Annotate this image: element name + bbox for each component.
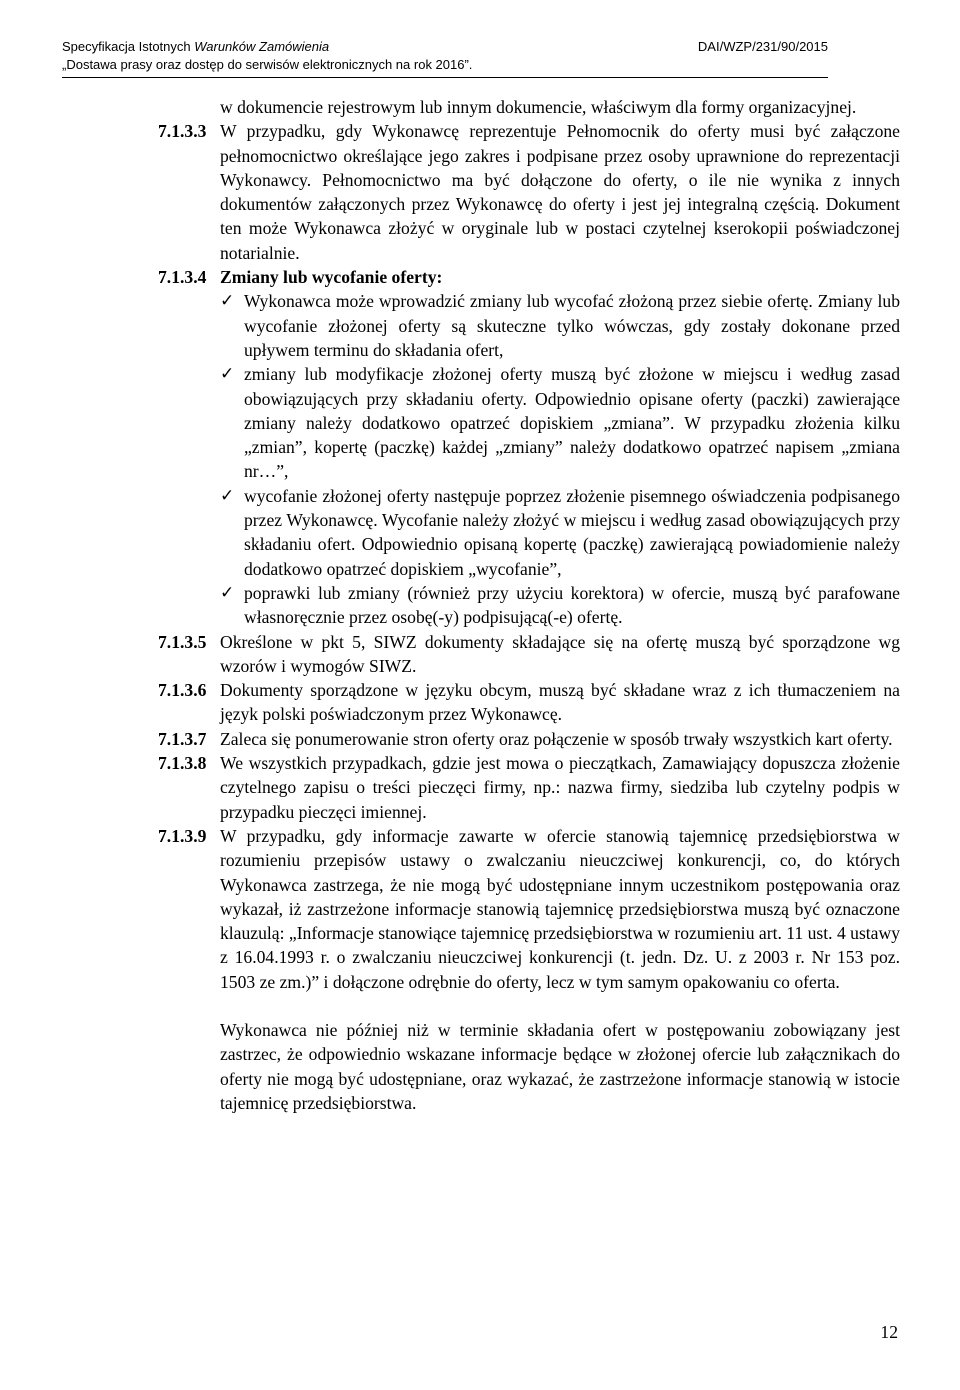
header-document-title: Specyfikacja Istotnych Warunków Zamówienia [62,39,330,54]
spacer [220,994,900,1018]
section-7-1-3-9 [158,824,900,994]
section-7-1-3-3 [158,119,900,265]
continuation-paragraph: w dokumencie rejestrowym lub innym dokumencie, właściwym dla formy organizacyjnej. [220,97,857,117]
document-body [158,95,900,1115]
header-subtitle: „Dostawa prasy oraz dostęp do serwisów elektronicznych na rok 2016”. [62,57,473,72]
header-reference-number: DAI/WZP/231/90/2015 [697,39,828,54]
section-title: Zmiany lub wycofanie oferty: [220,267,443,288]
checkmark-icon: ✓ [220,291,235,312]
section-number: 7.1.3.7 [158,728,207,749]
section-number: 7.1.3.4 [158,267,207,288]
section-text: Określone w pkt 5, SIWZ dokumenty składające się na ofertę muszą być sporządzone wg wzorów i wymogów SIWZ. [220,631,900,676]
section-7-1-3-6 [158,678,900,727]
section-7-1-3-4 [158,265,900,289]
list-item: ✓ wycofanie złożonej oferty następuje poprzez złożenie pisemnego oświadczenia podpisanego przez Wykonawcę. Wycofanie należy złożyć w miejscu i według zasad obowiązujących przy składaniu ofert. Odpowiednio opisaną kopertę (paczkę) zawierającą powiadomienie należy dodatkowo opatrzeć dopiskiem „wycofanie”, [220,485,900,579]
section-7-1-3-7 [158,727,900,751]
final-paragraph: Wykonawca nie później niż w terminie składania ofert w postępowaniu zobowiązany jest zastrzec, że odpowiednio wskazane informacje będące w złożonej ofercie lub załącznikach do oferty nie mogą być udostępniane, oraz wykazać, że zastrzeżone informacje stanowią w istocie tajemnicę przedsiębiorstwa. [220,1019,900,1113]
page-number: 12 [880,1322,898,1342]
section-number: 7.1.3.8 [158,753,207,774]
changes-checklist [220,289,900,629]
list-item: ✓ Wykonawca może wprowadzić zmiany lub wycofać złożoną przez siebie ofertę. Zmiany lub wycofanie złożonej oferty są skuteczne tylko wówczas, gdy zostały dokonane przed upływem terminu do składania ofert, [220,291,900,360]
list-item: ✓ zmiany lub modyfikacje złożonej oferty muszą być złożone w miejscu i według zasad obowiązujących przy składaniu oferty. Odpowiednio opisane oferty (paczki) zawierające zmiany należy dodatkowo opatrzeć dopiskiem „zmiana”. W przypadku złożenia kilku „zmian”, kopertę (paczkę) każdej „zmiany” należy dodatkowo opatrzeć napisem „zmiana nr…”, [220,364,900,482]
checkmark-icon: ✓ [220,485,235,506]
section-text: Dokumenty sporządzone w języku obcym, muszą być składane wraz z ich tłumaczeniem na język polski poświadczonym przez Wykonawcę. [220,680,900,725]
list-item: ✓ poprawki lub zmiany (również przy użyciu korektora) w ofercie, muszą być parafowane własnoręcznie przez osobę(-y) podpisującą(-e) ofertę. [220,582,900,628]
section-number: 7.1.3.5 [158,631,207,652]
header-row-top [62,38,828,56]
section-text: W przypadku, gdy informacje zawarte w ofercie stanowią tajemnicę przedsiębiorstwa w rozumieniu przepisów ustawy o zwalczaniu nieuczciwej konkurencji, co, do których Wykonawca zastrzega, że nie mogą być udostępniane innym uczestnikom postępowania oraz wykazał, iż zastrzeżone informacje stanowią tajemnicę przedsiębiorstwa muszą być oznaczone klauzulą: „Informacje stanowiące tajemnicę przedsiębiorstwa w rozumieniu art. 11 ust. 4 ustawy z 16.04.1993 r. o zwalczaniu nieuczciwej konkurencji (t. jedn. Dz. U. z 2003 r. Nr 153 poz. 1503 ze zm.)” i dołączone odrębnie do oferty, lecz w tym samym opakowaniu co oferta. [220,825,900,992]
section-number: 7.1.3.9 [158,825,207,846]
section-7-1-3-8 [158,751,900,824]
section-text: We wszystkich przypadkach, gdzie jest mowa o pieczątkach, Zamawiający dopuszcza złożenie czytelnego zapisu o treści pieczęci firmy, np.: nazwa firmy, siedziba lub czytelny podpis w przypadku pieczęci imiennej. [220,753,900,822]
section-7-1-3-5 [158,630,900,679]
section-number: 7.1.3.6 [158,680,207,701]
section-text: Zaleca się ponumerowanie stron oferty oraz połączenie w sposób trwały wszystkich kart oferty. [220,728,893,749]
section-number: 7.1.3.3 [158,121,207,142]
checkmark-icon: ✓ [220,364,235,385]
checkmark-icon: ✓ [220,582,235,603]
section-text: W przypadku, gdy Wykonawcę reprezentuje Pełnomocnik do oferty musi być załączone pełnomocnictwo określające jego zakres i podpisane przez osoby uprawnione do reprezentacji Wykonawcy. Pełnomocnictwo ma być dołączone do oferty, o ile nie wynika z innych dokumentów załączonych przez Wykonawcę do oferty i jest jej integralną częścią. Dokument ten może Wykonawca złożyć w oryginale lub w postaci czytelnej kserokopii poświadczonej notarialnie. [220,121,900,263]
page-header [62,38,828,78]
